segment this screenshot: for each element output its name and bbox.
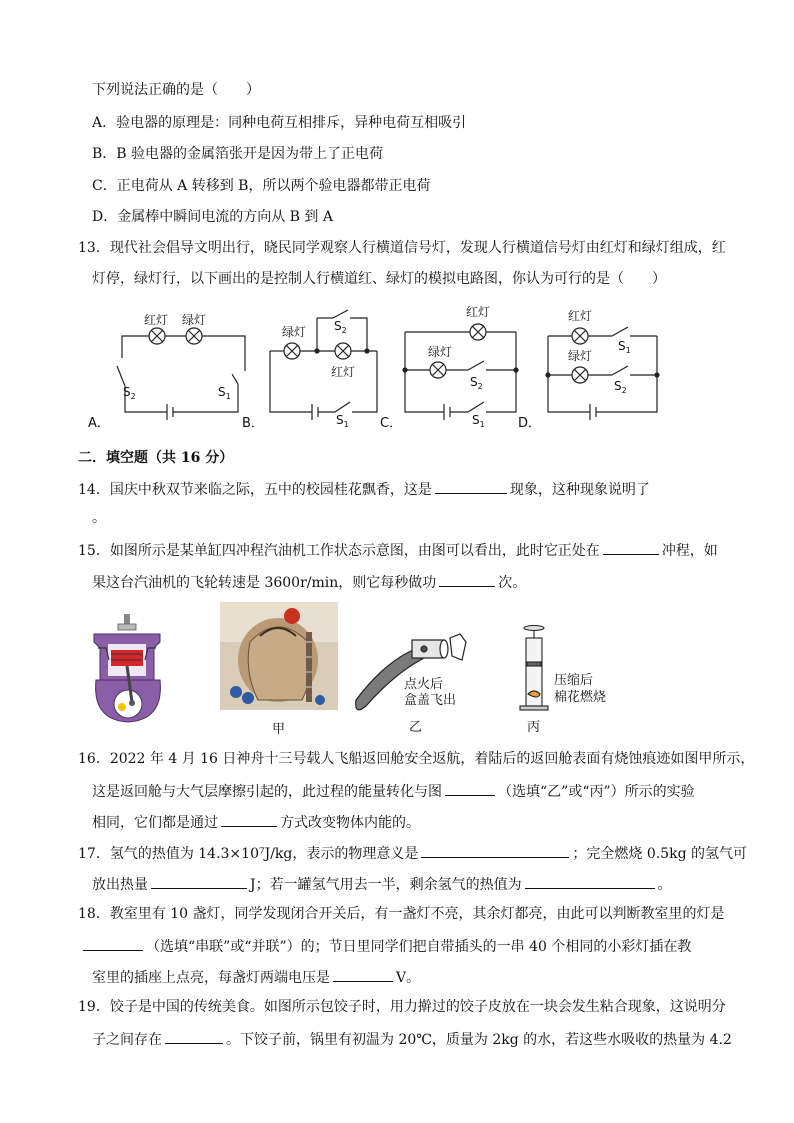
q14-blank-1[interactable] [435,478,507,494]
q15-blank-1[interactable] [603,539,659,555]
d-s2-label: $S_2$ [614,379,627,395]
circuit-d [546,327,659,420]
q14-line1: 14．国庆中秋双节来临之际，五中的校园桂花飘香，这是 现象，这种现象说明了 [78,478,650,500]
engine-diagram [88,612,168,727]
q17-blank-3[interactable] [525,873,655,889]
fig-jia-caption: 甲 [272,722,286,737]
q12-option-c: C．正电荷从 A 转移到 B，所以两个验电器都带正电荷 [92,178,431,194]
q12-option-a: A．验电器的原理是：同种电荷互相排斥，异种电荷互相吸引 [92,115,467,131]
circuit-c-label: C． [380,416,403,431]
ignition-note: 点火后 盒盖飞出 [404,677,457,708]
circuit-c [403,324,518,420]
q16-blank-1[interactable] [445,780,495,796]
q15-line2: 果这台汽油机的飞轮转速是 3600r/min，则它每秒做功 次。 [92,571,526,593]
q19-line1: 19．饺子是中国的传统美食。如图所示包饺子时，用力擀过的饺子皮放在一块会发生粘合现象，这说明分 [78,999,726,1015]
q19-blank-1[interactable] [165,1028,223,1044]
q17-line2: 放出热量 J；若一罐氢气用去一半，剩余氢气的热值为 。 [92,873,672,895]
a-s2-label: $S_2$ [123,385,136,401]
q13-line2: 灯停，绿灯行，以下画出的是控制人行横道红、绿灯的模拟电路图，你认为可行的是（ ） [92,271,666,287]
c-s1-label: $S_1$ [472,413,485,429]
circuit-b-label: B． [242,416,264,431]
q16-line2: 这是返回舱与大气层摩擦引起的，此过程的能量转化与图 （选填“乙”或“丙”）所示的实验 [92,780,695,802]
a-green-label: 绿灯 [182,313,207,327]
capsule-photo [220,602,338,710]
fig-yi-caption: 乙 [409,720,423,735]
d-green-label: 绿灯 [568,349,593,363]
q13-line1: 13．现代社会倡导文明出行，晓民同学观察人行横道信号灯，发现人行横道信号灯由红灯和绿灯组成，红 [78,240,726,256]
q16-line3: 相同，它们都是通过 方式改变物体内能的。 [92,811,420,833]
b-green-label: 绿灯 [282,325,307,339]
q18-blank-2[interactable] [333,966,393,982]
compression-diagram [514,624,554,714]
b-s2-label: $S_2$ [334,319,347,335]
q12-option-d: D．金属棒中瞬间电流的方向从 B 到 A [92,209,333,225]
q15-blank-2[interactable] [439,571,495,587]
q17-line1: 17．氢气的热值为 14.3×10⁷J/kg，表示的物理意义是 ；完全燃烧 0.5kg 的氢气可 [78,842,747,864]
q17-blank-1[interactable] [421,842,569,858]
circuit-diagrams [0,296,794,436]
c-red-label: 红灯 [466,305,491,319]
c-s2-label: $S_2$ [470,375,483,391]
q16-line1: 16．2022 年 4 月 16 日神舟十三号载人飞船返回舱安全返航，着陆后的返回舱表面有烧蚀痕迹如图甲所示， [78,751,755,767]
q18-blank-1[interactable] [83,935,143,951]
b-red-label: 红灯 [331,365,356,379]
circuit-a [117,328,245,420]
q14-line2: 。 [92,510,106,526]
section-heading: 二．填空题（共 16 分） [78,450,234,466]
d-red-label: 红灯 [568,309,593,323]
a-s1-label: $S_1$ [218,385,231,401]
circuit-a-label: A． [88,416,110,431]
c-green-label: 绿灯 [428,345,453,359]
circuit-d-label: D． [518,416,542,431]
q18-line2: （选填“串联”或“并联”）的；节日里同学们把自带插头的一串 40 个相同的小彩灯插在教 [80,935,691,957]
d-s1-label: $S_1$ [618,339,631,355]
q12-option-b: B．B 验电器的金属箔张开是因为带上了正电荷 [92,146,384,162]
compression-note: 压缩后 棉花燃烧 [554,673,607,705]
q18-line3: 室里的插座上点亮，每盏灯两端电压是 V。 [92,966,420,988]
b-s1-label: $S_1$ [336,413,349,429]
q17-blank-2[interactable] [151,873,247,889]
q19-line2: 子之间存在 。下饺子前，锅里有初温为 20℃，质量为 2kg 的水，若这些水吸收的热量为 4.2 [92,1028,732,1050]
q15-line1: 15．如图所示是某单缸四冲程汽油机工作状态示意图，由图可以看出，此时它正处在 冲程，如 [78,539,718,561]
q18-line1: 18．教室里有 10 盏灯，同学发现闭合开关后，有一盏灯不亮，其余灯都亮，由此可以判断教室里的灯是 [78,906,725,922]
a-red-label: 红灯 [144,313,169,327]
fig-bing-caption: 丙 [527,720,541,735]
q12-stem: 下列说法正确的是（ ） [92,82,260,98]
q16-blank-2[interactable] [221,811,277,827]
